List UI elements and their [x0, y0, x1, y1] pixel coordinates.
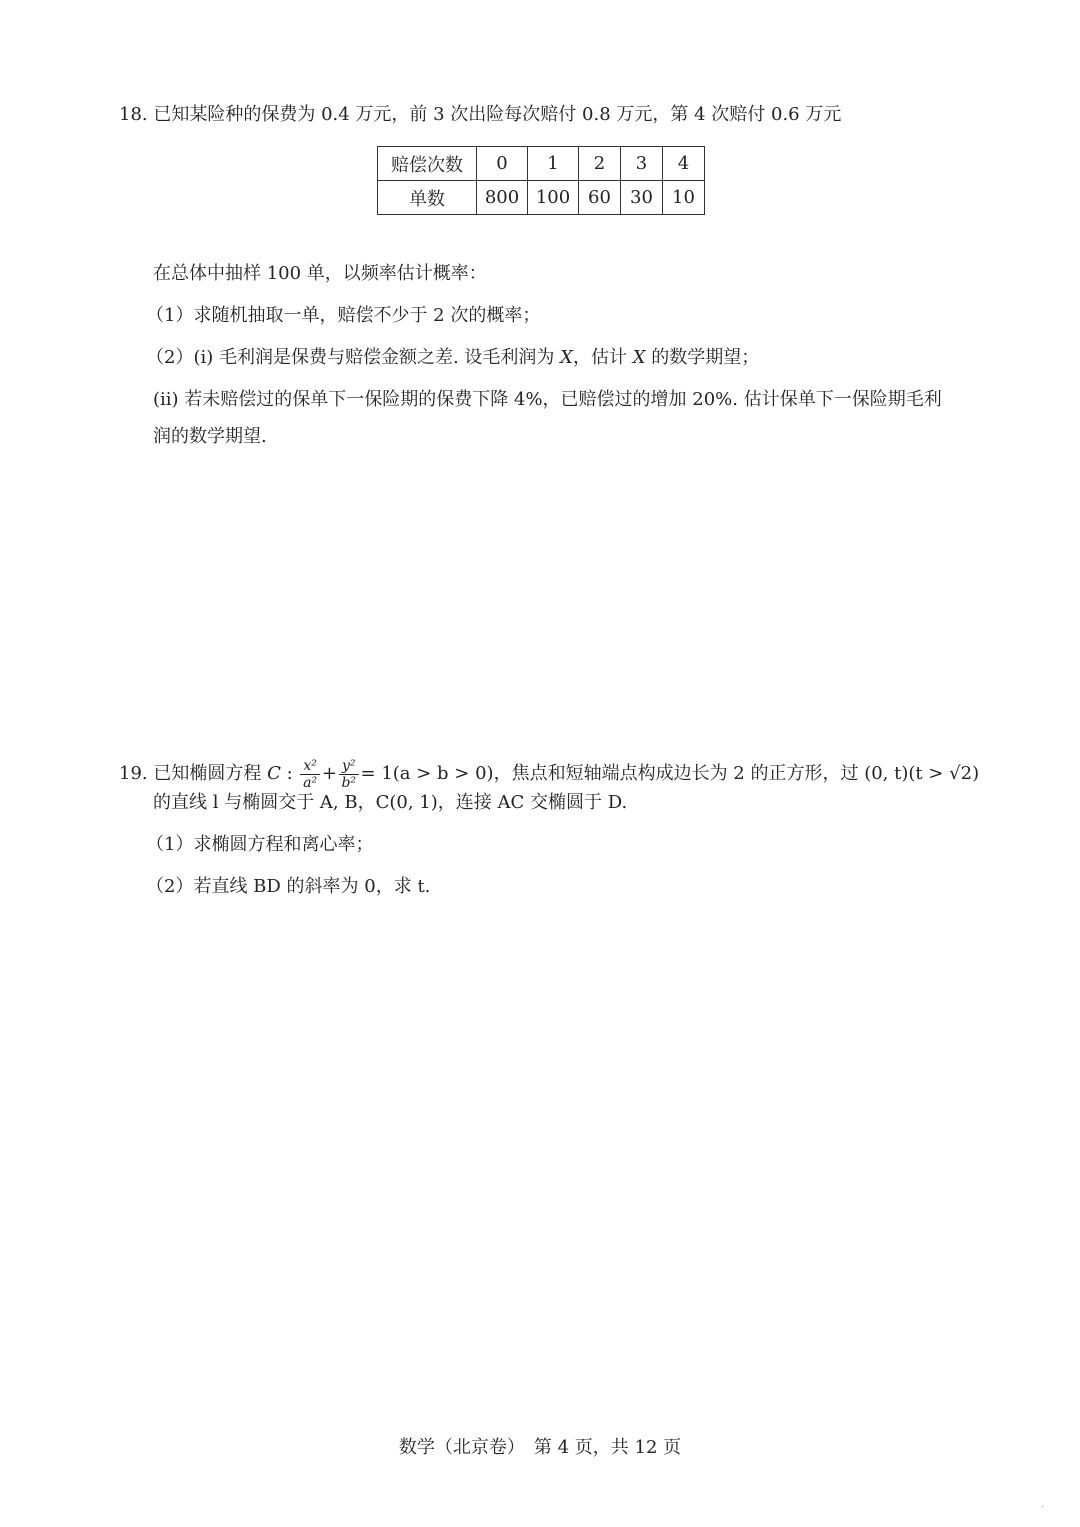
q18-stem: 18. 已知某险种的保费为 0.4 万元，前 3 次出险每次赔付 0.8 万元，第 4 次赔付 0.6 万元: [119, 104, 842, 125]
equation-tail: = 1(a > b > 0): [360, 763, 494, 784]
q18-part1: （1）求随机抽取一单，赔偿不少于 2 次的概率；: [146, 305, 541, 326]
table-row: [378, 147, 705, 181]
var-x: X: [560, 347, 573, 368]
q19-part2: （2）若直线 BD 的斜率为 0，求 t.: [146, 876, 431, 897]
table-cell: 4: [663, 147, 705, 181]
q18-part2-ii-line2: 润的数学期望.: [153, 426, 267, 447]
fraction-y-over-b: [339, 758, 359, 791]
table-cell: 3: [621, 147, 663, 181]
var-c: C: [267, 763, 281, 784]
q19-line2: 的直线 l 与椭圆交于 A, B，C(0, 1)，连接 AC 交椭圆于 D.: [153, 792, 628, 813]
table-cell: 60: [579, 181, 621, 215]
table-cell: 0: [477, 147, 528, 181]
fraction-denominator: a²: [303, 774, 318, 791]
q19-part1: （1）求椭圆方程和离心率；: [146, 834, 374, 855]
q18-part2-i-text-a: （2）(i) 毛利润是保费与赔偿金额之差. 设毛利润为: [146, 347, 561, 368]
q19-stem-b: ，焦点和短轴端点构成边长为 2 的正方形，过 (0, t)(t > √2): [493, 763, 980, 784]
table-header-claims: 赔偿次数: [378, 147, 477, 181]
table-row: [378, 181, 705, 215]
fraction-x-over-a: [300, 758, 320, 791]
table-cell: 1: [528, 147, 579, 181]
table-cell: 10: [663, 181, 705, 215]
colon: :: [280, 763, 299, 784]
corner-mark: ·: [1041, 1502, 1045, 1513]
fraction-numerator: x²: [300, 758, 320, 775]
page-footer: 数学（北京卷） 第 4 页，共 12 页: [398, 1437, 682, 1458]
q19-stem-a: 19. 已知椭圆方程: [119, 763, 268, 784]
q18-part2-i-text-b: ，估计: [572, 347, 633, 368]
fraction-denominator: b²: [341, 774, 357, 791]
q18-sample-text: 在总体中抽样 100 单，以频率估计概率：: [153, 263, 487, 284]
table-cell: 100: [528, 181, 579, 215]
q19-stem: [119, 754, 979, 794]
plus-sign: +: [321, 763, 337, 784]
table-cell: 30: [621, 181, 663, 215]
claims-table: [377, 146, 705, 215]
table-header-policies: 单数: [378, 181, 477, 215]
table-cell: 800: [477, 181, 528, 215]
fraction-numerator: y²: [339, 758, 359, 775]
q18-part2-i: [146, 346, 759, 370]
q18-part2-i-text-c: 的数学期望；: [645, 347, 760, 368]
q18-part2-ii-line1: (ii) 若未赔偿过的保单下一保险期的保费下降 4%，已赔偿过的增加 20%. 估计保单下一保险期毛利: [153, 389, 942, 410]
var-x: X: [632, 347, 646, 368]
table-cell: 2: [579, 147, 621, 181]
